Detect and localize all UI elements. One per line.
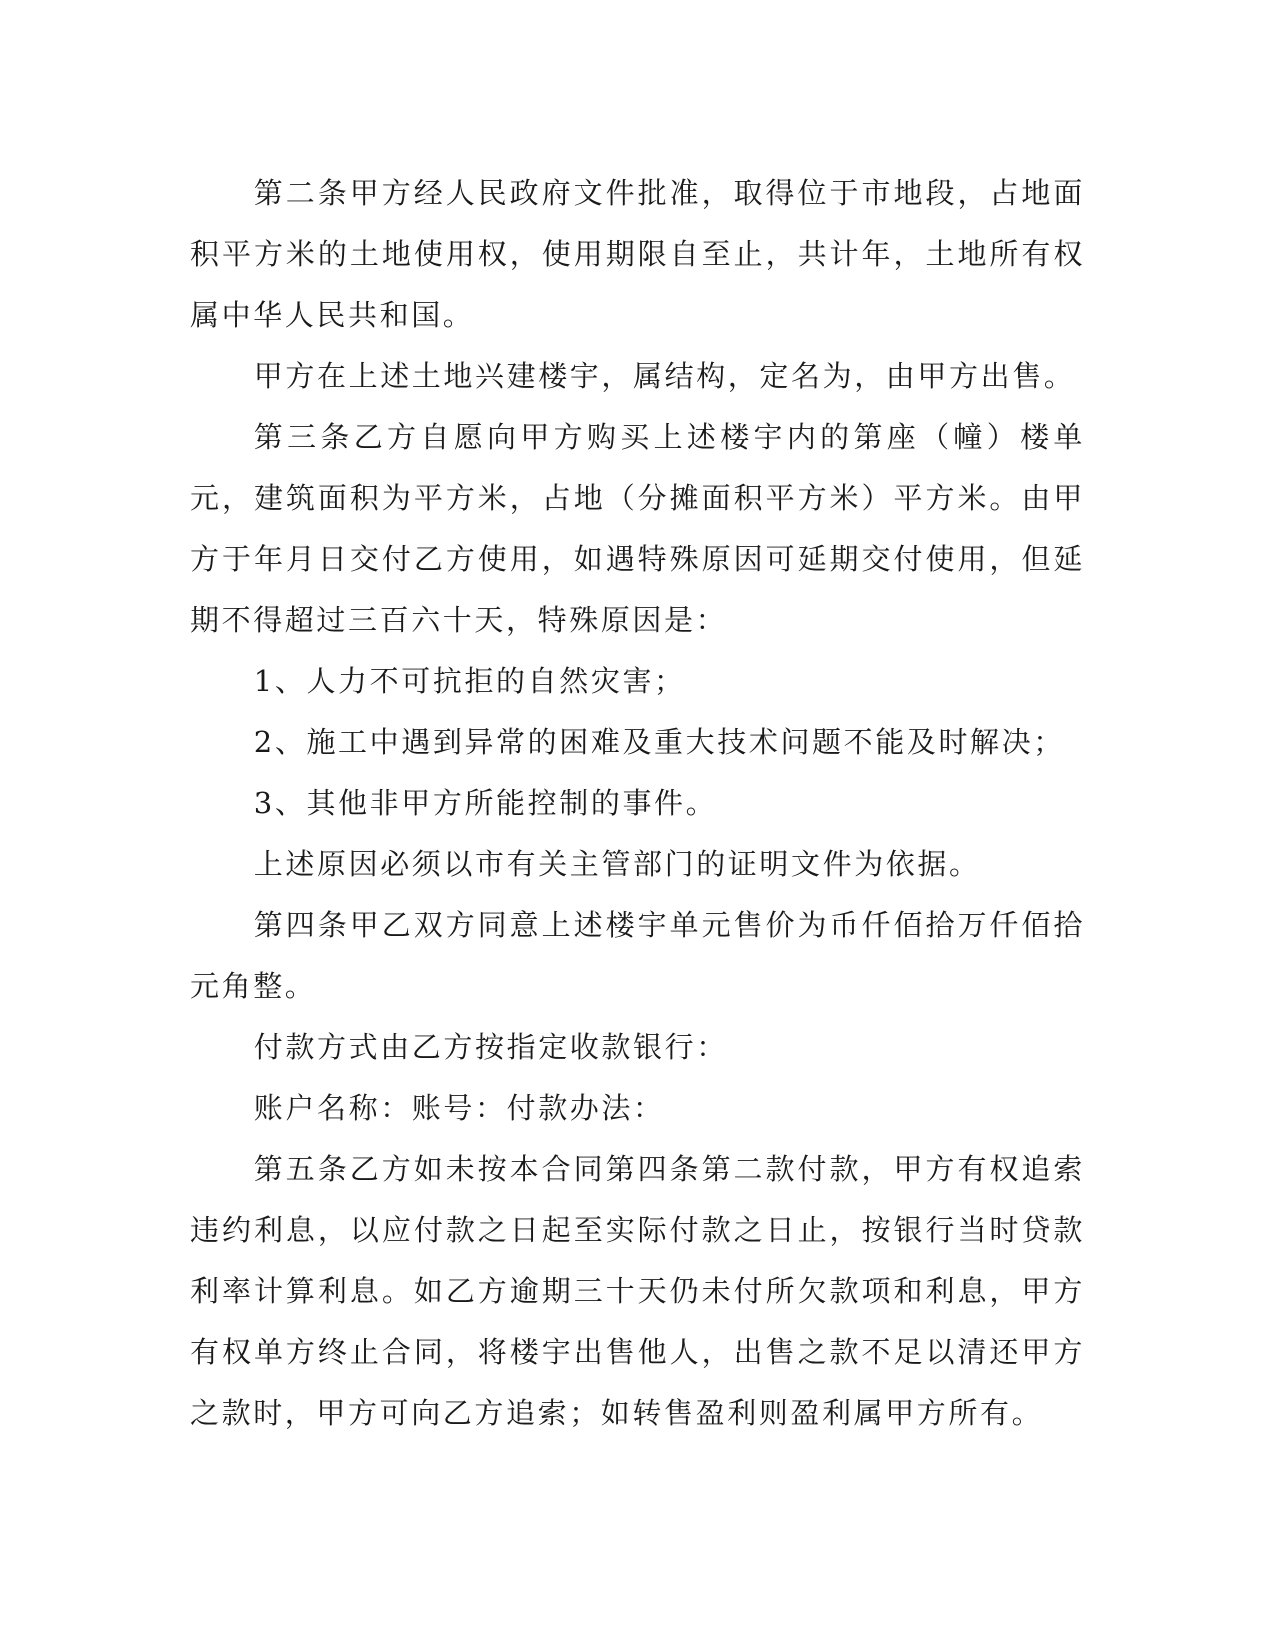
paragraph-article-4: 第四条甲乙双方同意上述楼宇单元售价为币仟佰拾万仟佰拾元角整。 <box>190 908 1085 1003</box>
paragraph-article-5: 第五条乙方如未按本合同第四条第二款付款，甲方有权追索违约利息，以应付款之日起至实际付款之日止，按银行当时贷款利率计算利息。如乙方逾期三十天仍未付所欠款项和利息，甲方有权单方终止合同，将楼宇出售他人，出售之款不足以清还甲方之款时，甲方可向乙方追索；如转售盈利则盈利属甲方所有。 <box>190 1152 1085 1430</box>
paragraph-reason-3: 3、其他非甲方所能控制的事件。 <box>253 786 718 820</box>
paragraph-reason-2: 2、施工中遇到异常的困难及重大技术问题不能及时解决； <box>253 725 1065 759</box>
paragraph-article-3: 第三条乙方自愿向甲方购买上述楼宇内的第座（幢）楼单元，建筑面积为平方米，占地（分摊面积平方米）平方米。由甲方于年月日交付乙方使用，如遇特殊原因可延期交付使用，但延期不得超过三百六十天，特殊原因是： <box>190 420 1085 637</box>
document-body <box>190 163 1085 1444</box>
paragraph-building-sale: 甲方在上述土地兴建楼宇，属结构，定名为，由甲方出售。 <box>253 359 1076 393</box>
paragraph-payment-method: 付款方式由乙方按指定收款银行： <box>253 1030 728 1064</box>
paragraph-account-info: 账户名称：账号：付款办法： <box>253 1091 665 1125</box>
paragraph-article-2: 第二条甲方经人民政府文件批准，取得位于市地段，占地面积平方米的土地使用权，使用期限自至止，共计年，土地所有权属中华人民共和国。 <box>190 176 1085 332</box>
paragraph-evidence: 上述原因必须以市有关主管部门的证明文件为依据。 <box>253 847 981 881</box>
paragraph-reason-1: 1、人力不可抗拒的自然灾害； <box>253 664 686 698</box>
